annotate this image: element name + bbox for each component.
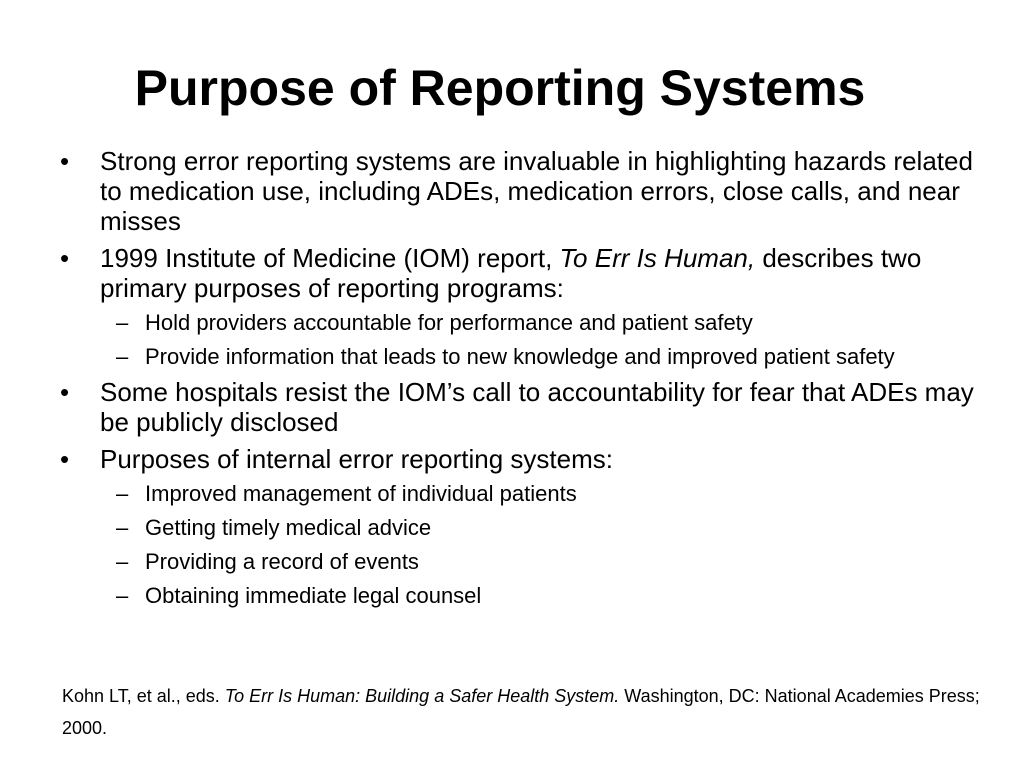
bullet-marker: •: [60, 444, 70, 474]
sub-bullet-item: [60, 582, 980, 609]
sub-bullet-text: Improved management of individual patients: [145, 481, 577, 506]
sub-bullet-group: [60, 480, 980, 609]
bullet-report-title: To Err Is Human,: [559, 243, 756, 273]
slide-content: [60, 146, 980, 616]
sub-bullet-item: [60, 514, 980, 541]
citation-publisher: Washington, DC: National Academies Press; 2000.: [62, 686, 980, 738]
bullet-text: Purposes of internal error reporting systems:: [100, 444, 613, 474]
citation-authors: Kohn LT, et al., eds.: [62, 686, 225, 706]
dash-marker: –: [116, 481, 129, 506]
bullet-item: [60, 146, 980, 236]
bullet-text: 1999 Institute of Medicine (IOM) report,: [100, 243, 560, 273]
sub-bullet-item: [60, 480, 980, 507]
sub-bullet-text: Providing a record of events: [145, 549, 419, 574]
sub-bullet-item: [60, 548, 980, 575]
sub-bullet-item: [60, 309, 980, 336]
sub-bullet-item: [60, 343, 980, 370]
bullet-text-continued: describes two primary purposes of reporting programs:: [100, 243, 922, 303]
citation: [62, 680, 1002, 744]
bullet-item: [60, 377, 980, 437]
sub-bullet-text: Obtaining immediate legal counsel: [145, 583, 482, 608]
slide-title: Purpose of Reporting Systems: [134, 60, 866, 116]
dash-marker: –: [116, 310, 129, 335]
citation-book-title: To Err Is Human: Building a Safer Health System.: [224, 686, 620, 706]
bullet-text: Some hospitals resist the IOM’s call to accountability for fear that ADEs may be publicly disclosed: [100, 377, 974, 437]
bullet-marker: •: [60, 146, 70, 176]
bullet-text: Strong error reporting systems are invaluable in highlighting hazards related to medication use, including ADEs, medication errors, close calls, and near misses: [100, 146, 973, 236]
dash-marker: –: [116, 549, 129, 574]
bullet-marker: •: [60, 377, 70, 407]
sub-bullet-text: Hold providers accountable for performance and patient safety: [145, 310, 753, 335]
dash-marker: –: [116, 515, 129, 540]
bullet-marker: •: [60, 243, 70, 273]
bullet-item: [60, 243, 980, 303]
sub-bullet-group: [60, 309, 980, 370]
dash-marker: –: [116, 344, 129, 369]
dash-marker: –: [116, 583, 129, 608]
sub-bullet-text: Getting timely medical advice: [145, 515, 432, 540]
bullet-item: [60, 444, 980, 474]
sub-bullet-text: Provide information that leads to new knowledge and improved patient safety: [145, 344, 895, 369]
